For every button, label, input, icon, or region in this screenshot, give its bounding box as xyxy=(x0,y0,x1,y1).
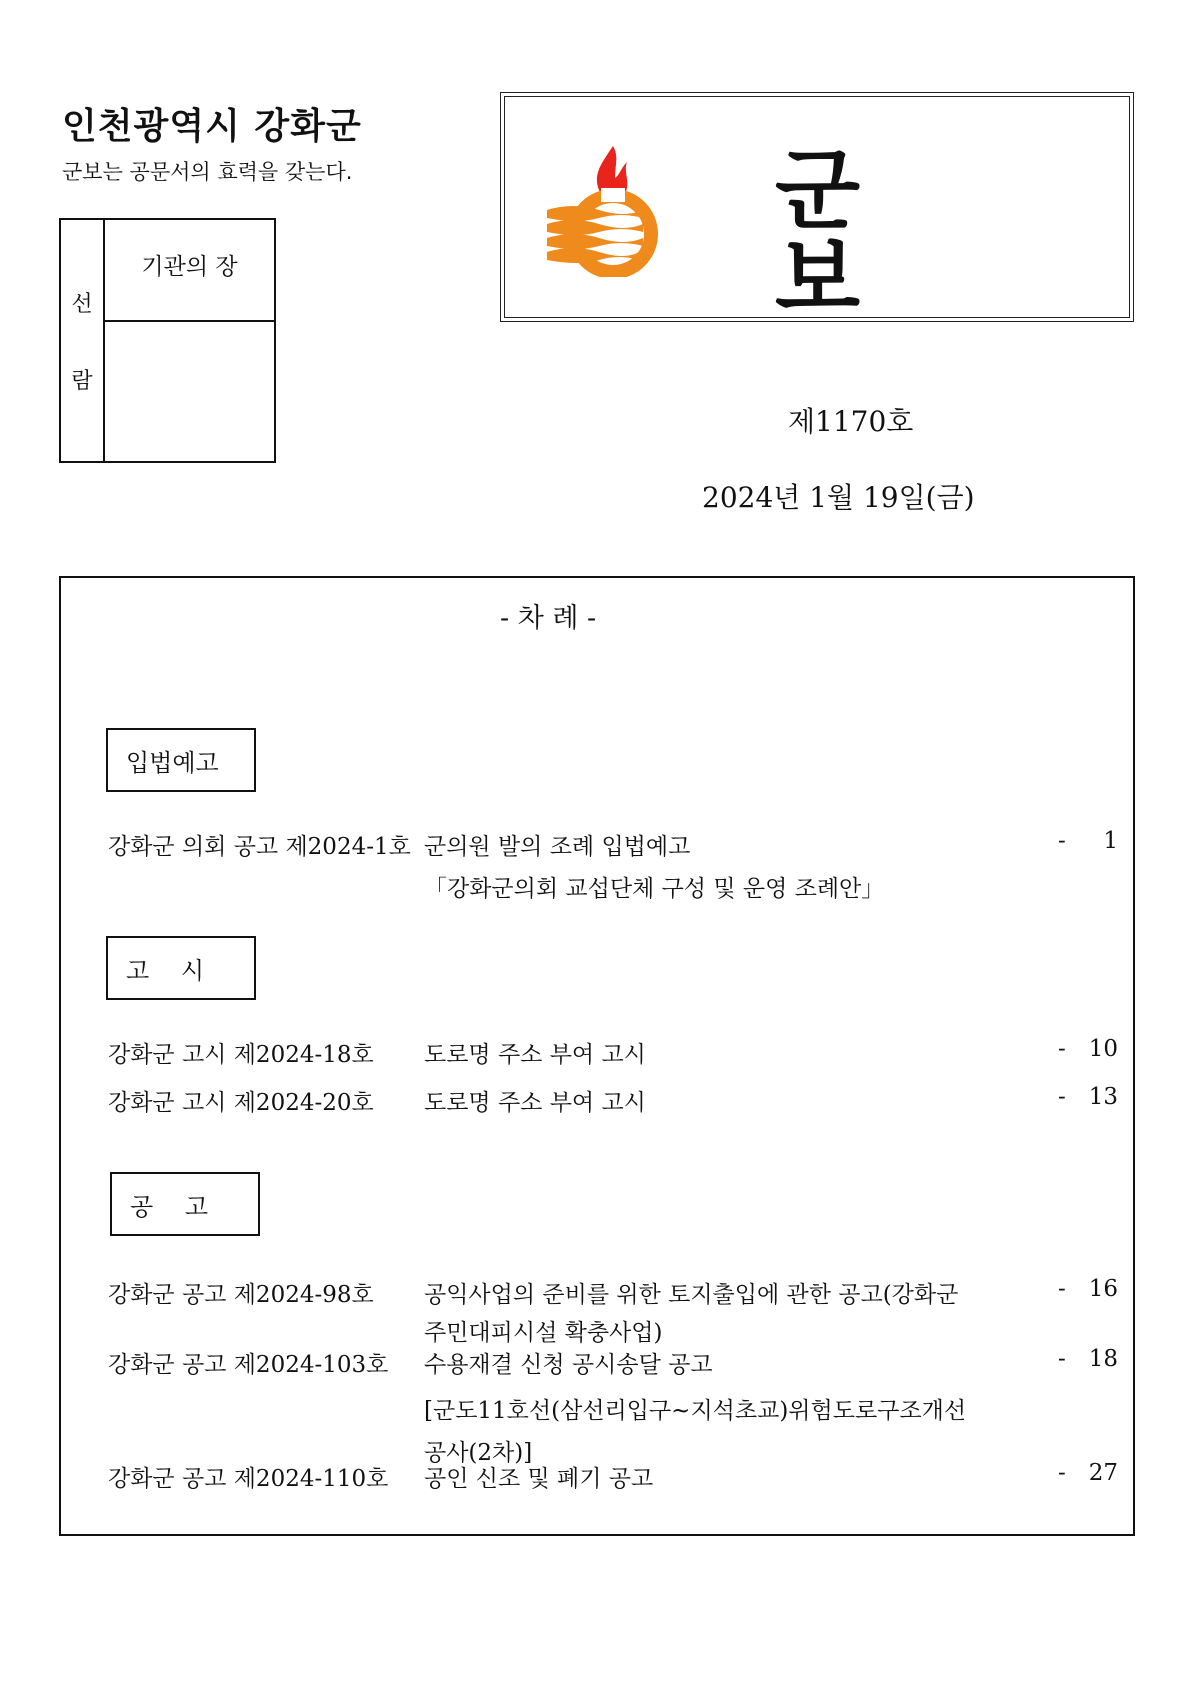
approval-box xyxy=(59,218,276,463)
toc-entry-title: 도로명 주소 부여 고시 xyxy=(424,1090,646,1116)
toc-entry-page: 27 xyxy=(1088,1460,1118,1486)
organization-subtitle: 군보는 공문서의 효력을 갖는다. xyxy=(62,160,353,184)
section-label-announcement: 공 고 xyxy=(110,1172,260,1236)
toc-entry-ref: 강화군 공고 제2024-110호 xyxy=(108,1466,389,1492)
toc-entry-title: 군의원 발의 조례 입법예고 xyxy=(424,834,691,860)
toc-entry-page: 1 xyxy=(1103,828,1118,854)
toc-entry-ref: 강화군 공고 제2024-103호 xyxy=(108,1352,389,1378)
approval-head-label: 기관의 장 xyxy=(105,220,274,322)
toc-entry-title: 공인 신조 및 폐기 공고 xyxy=(424,1466,654,1492)
organization-name: 인천광역시 강화군 xyxy=(62,106,362,147)
gangwha-emblem-icon xyxy=(543,142,673,277)
toc-entry-ref: 강화군 고시 제2024-20호 xyxy=(108,1090,374,1116)
toc-entry-dash: - xyxy=(1058,1276,1066,1302)
toc-heading: - 차 례 - xyxy=(500,603,597,634)
toc-entry-ref: 강화군 의회 공고 제2024-1호 xyxy=(108,834,411,860)
toc-entry-page: 13 xyxy=(1088,1084,1118,1110)
toc-entry-title-cont2: 공사(2차)] xyxy=(424,1440,533,1466)
approval-signature-area xyxy=(105,322,274,461)
toc-entry-page: 10 xyxy=(1088,1036,1118,1062)
masthead-box xyxy=(500,92,1134,330)
toc-entry-dash: - xyxy=(1058,1036,1066,1062)
toc-entry-ref: 강화군 공고 제2024-98호 xyxy=(108,1282,374,1308)
toc-entry-dash: - xyxy=(1058,828,1066,854)
toc-entry-ref: 강화군 고시 제2024-18호 xyxy=(108,1042,374,1068)
toc-entry-title: 공익사업의 준비를 위한 토지출입에 관한 공고(강화군 xyxy=(424,1282,959,1308)
toc-entry-title-cont: 주민대피시설 확충사업) xyxy=(424,1320,663,1346)
toc-entry-dash: - xyxy=(1058,1460,1066,1486)
toc-entry-page: 16 xyxy=(1088,1276,1118,1302)
issue-date: 2024년 1월 19일(금) xyxy=(702,481,975,514)
toc-entry-page: 18 xyxy=(1088,1346,1118,1372)
issue-number: 제1170호 xyxy=(788,405,914,438)
approval-side-top: 선 xyxy=(71,291,93,317)
section-label-legislation: 입법예고 xyxy=(106,728,256,792)
toc-entry-dash: - xyxy=(1058,1084,1066,1110)
masthead-inner xyxy=(504,96,1130,330)
approval-side-label xyxy=(61,220,105,461)
masthead-title: 군 보 xyxy=(775,139,971,330)
toc-entry-title: 수용재결 신청 공시송달 공고 xyxy=(424,1352,713,1378)
toc-entry-title: 도로명 주소 부여 고시 xyxy=(424,1042,646,1068)
section-label-notice: 고 시 xyxy=(106,936,256,1000)
toc-entry-title-cont: 「강화군의회 교섭단체 구성 및 운영 조례안」 xyxy=(424,876,885,902)
toc-entry-dash: - xyxy=(1058,1346,1066,1372)
approval-side-bottom: 람 xyxy=(71,368,93,394)
toc-entry-title-cont: [군도11호선(삼선리입구~지석초교)위험도로구조개선 xyxy=(424,1398,967,1424)
